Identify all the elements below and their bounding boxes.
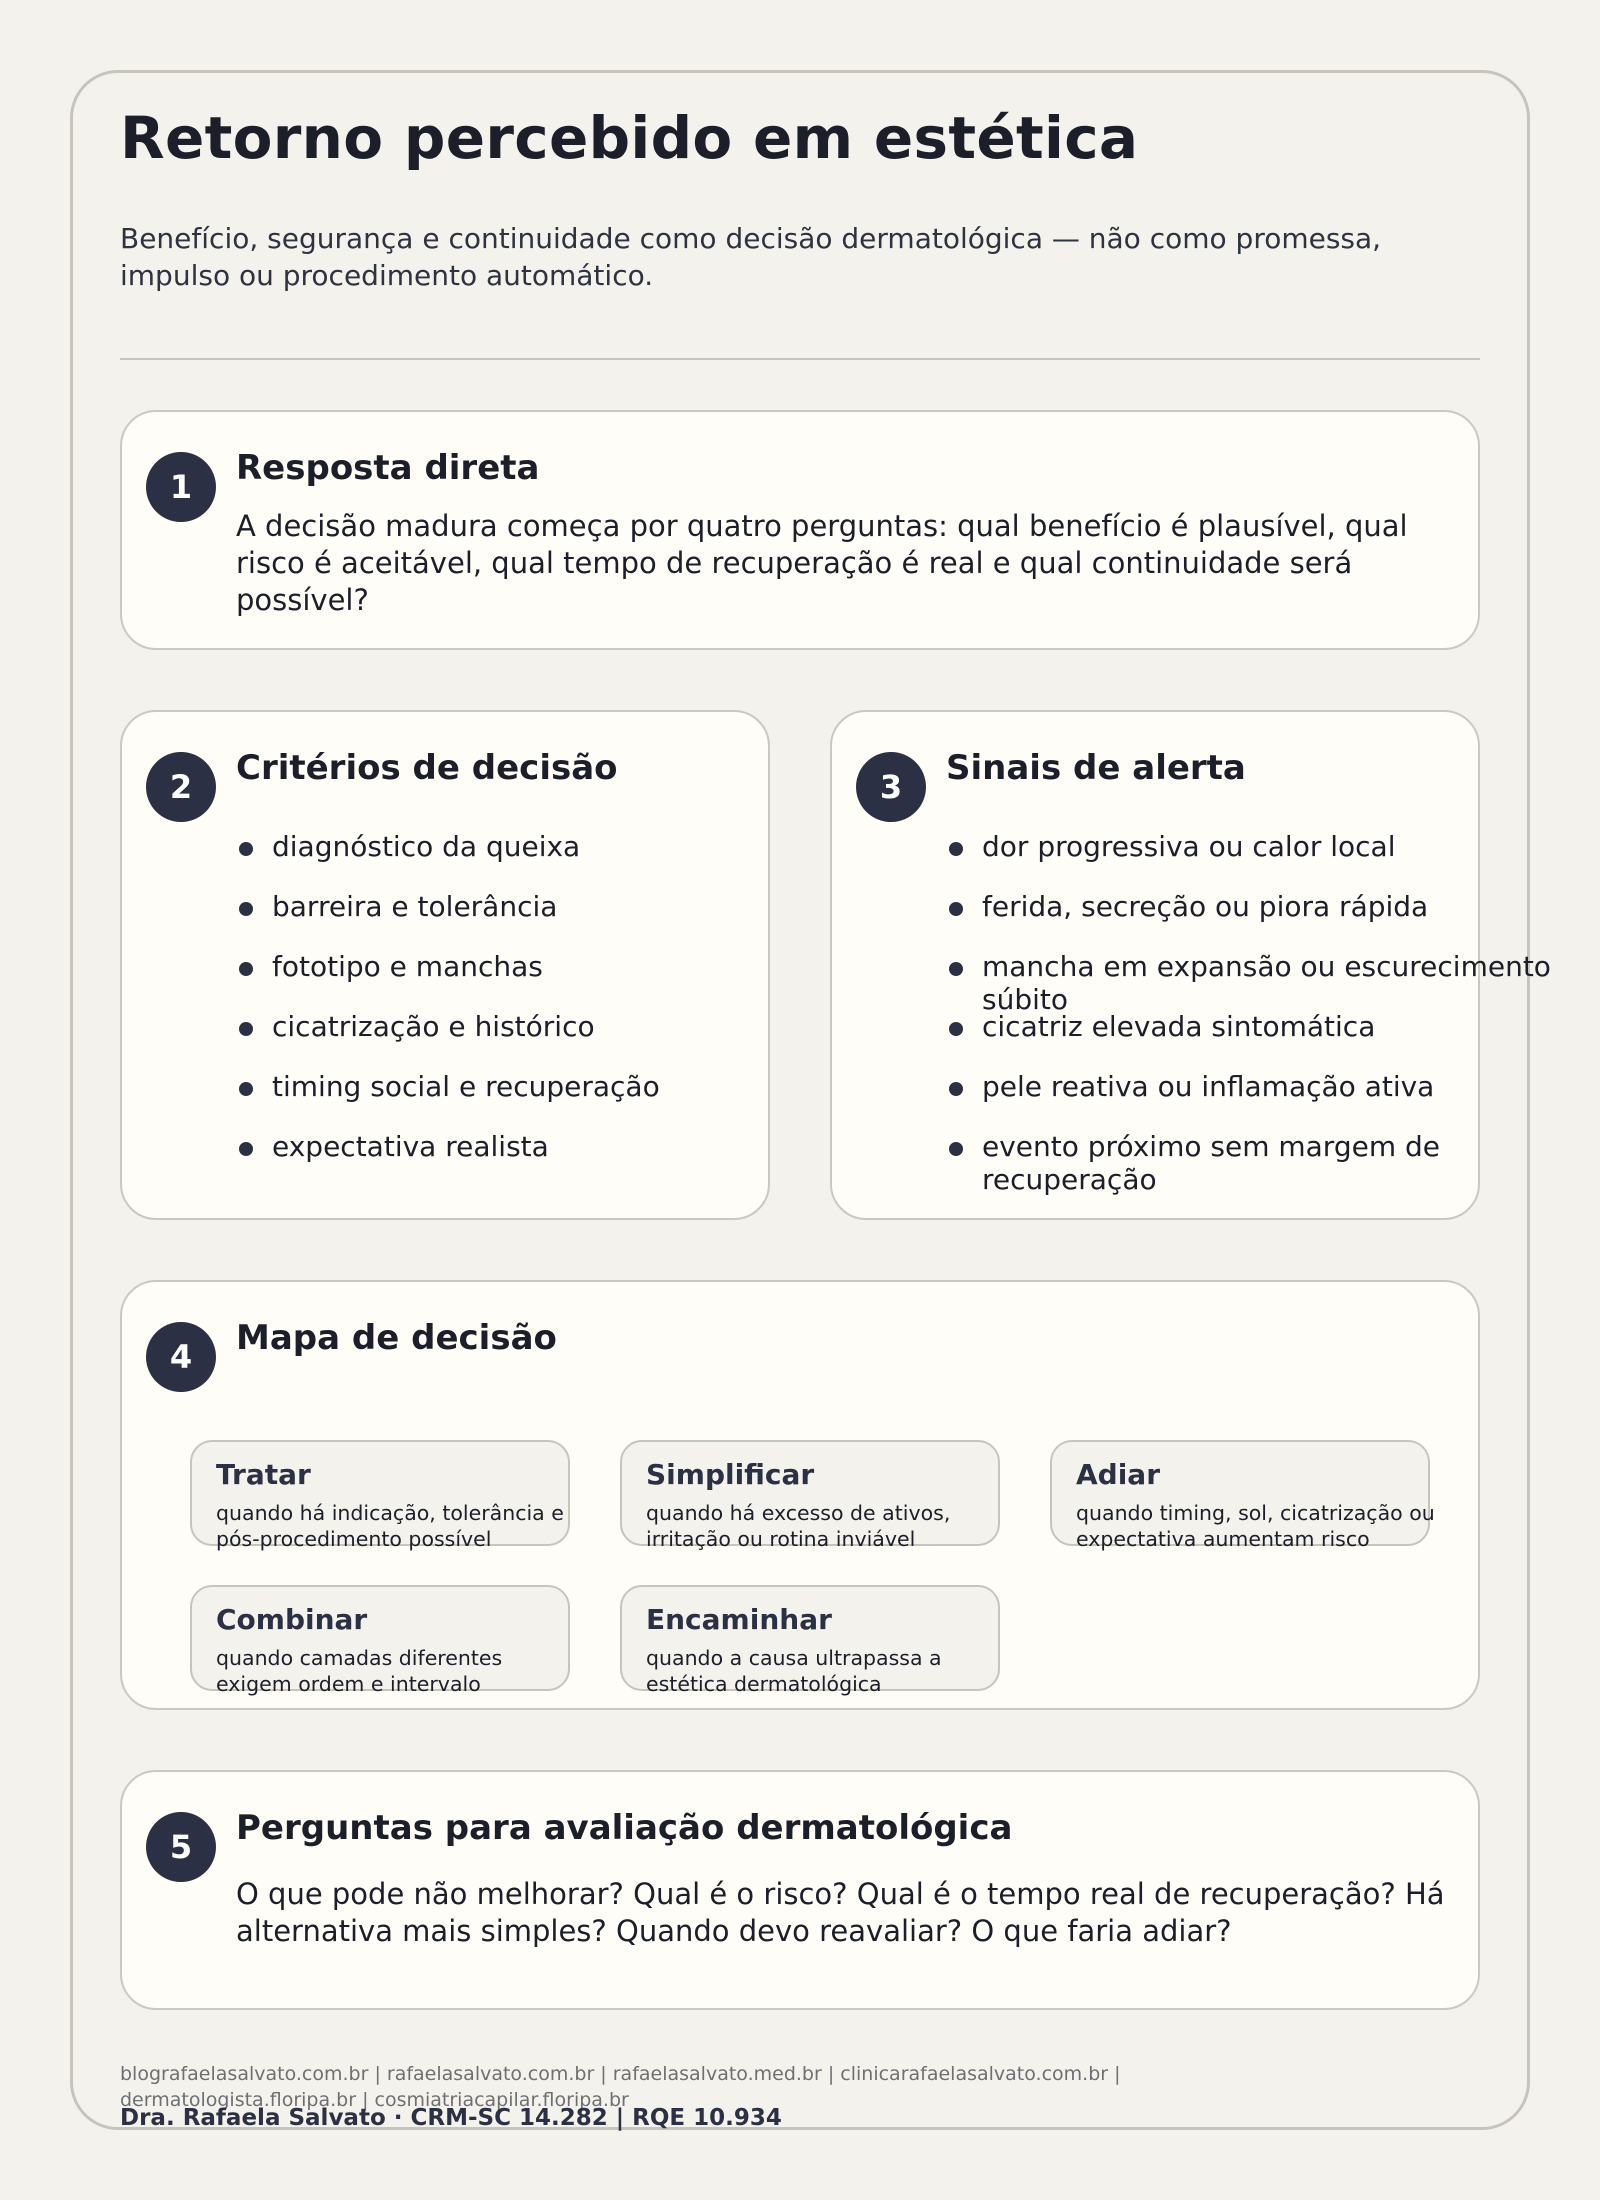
- list-item-text: fototipo e manchas: [272, 950, 543, 983]
- page-subtitle: Benefício, segurança e continuidade como decisão dermatológica — não como promessa, impulso ou procedimento automático.: [120, 222, 1382, 292]
- decision-map-card: [120, 1280, 1480, 1710]
- option-title: Tratar: [216, 1458, 311, 1491]
- list-item: [946, 950, 1562, 1016]
- option-description: quando há indicação, tolerância e pós-procedimento possível: [216, 1501, 564, 1551]
- list-item-text: mancha em expansão ou escurecimento súbito: [982, 950, 1551, 1016]
- list-item-text: expectativa realista: [272, 1130, 549, 1163]
- option-title: Simplificar: [646, 1458, 815, 1491]
- alerts-list: [946, 830, 1562, 1196]
- option-description: quando timing, sol, cicatrização ou expectativa aumentam risco: [1076, 1501, 1435, 1551]
- list-item: [946, 1070, 1562, 1130]
- option-simplify: [620, 1440, 1000, 1551]
- bullet-icon: [239, 842, 253, 856]
- bullet-icon: [239, 902, 253, 916]
- list-item-text: dor progressiva ou calor local: [982, 830, 1396, 863]
- list-item: [236, 830, 660, 890]
- list-item: [236, 950, 660, 1010]
- alerts-card: [830, 710, 1551, 1220]
- card-title: Critérios de decisão: [236, 748, 618, 788]
- section-number-badge: 1: [146, 452, 216, 522]
- card-title: Resposta direta: [236, 448, 540, 488]
- list-item: [236, 890, 660, 950]
- option-combine: [190, 1585, 570, 1696]
- option-refer: [620, 1585, 1000, 1696]
- option-title: Combinar: [216, 1603, 368, 1636]
- list-item-text: timing social e recuperação: [272, 1070, 660, 1103]
- bullet-icon: [949, 1022, 963, 1036]
- bullet-icon: [949, 1082, 963, 1096]
- bullet-icon: [239, 1082, 253, 1096]
- section-number-badge: 4: [146, 1322, 216, 1392]
- card-body: O que pode não melhorar? Qual é o risco? Qual é o tempo real de recuperação? Há alternativa mais simples? Quando devo reavaliar? O que faria adiar?: [236, 1877, 1445, 1948]
- page-title: Retorno percebido em estética: [120, 104, 1139, 172]
- list-item-text: diagnóstico da queixa: [272, 830, 581, 863]
- option-title: Encaminhar: [646, 1603, 832, 1636]
- list-item: [946, 1130, 1562, 1196]
- option-postpone: [1050, 1440, 1435, 1551]
- section-number-badge: 2: [146, 752, 216, 822]
- list-item: [236, 1130, 660, 1190]
- list-item: [946, 890, 1562, 950]
- list-item-text: pele reativa ou inflamação ativa: [982, 1070, 1435, 1103]
- bullet-icon: [239, 1022, 253, 1036]
- section-number-badge: 3: [856, 752, 926, 822]
- option-description: quando camadas diferentes exigem ordem e intervalo: [216, 1646, 503, 1696]
- header-divider: [120, 358, 1480, 360]
- option-treat: [190, 1440, 570, 1551]
- footer-links: blografaelasalvato.com.br | rafaelasalvato.com.br | rafaelasalvato.med.br | clinicarafaelasalvato.com.br | dermatologista.floripa.br | cosmiatriacapilar.floripa.br: [120, 2063, 1121, 2111]
- bullet-icon: [239, 962, 253, 976]
- card-title: Mapa de decisão: [236, 1318, 557, 1358]
- option-title: Adiar: [1076, 1458, 1161, 1491]
- bullet-icon: [949, 842, 963, 856]
- list-item-text: cicatriz elevada sintomática: [982, 1010, 1376, 1043]
- criteria-card: [120, 710, 770, 1220]
- list-item: [946, 1010, 1562, 1070]
- card-title: Perguntas para avaliação dermatológica: [236, 1808, 1013, 1848]
- list-item: [946, 830, 1562, 890]
- list-item-text: barreira e tolerância: [272, 890, 558, 923]
- option-description: quando há excesso de ativos, irritação ou rotina inviável: [646, 1501, 951, 1551]
- list-item-text: ferida, secreção ou piora rápida: [982, 890, 1429, 923]
- card-title: Sinais de alerta: [946, 748, 1246, 788]
- bullet-icon: [949, 1142, 963, 1156]
- section-number-badge: 5: [146, 1812, 216, 1882]
- list-item-text: cicatrização e histórico: [272, 1010, 595, 1043]
- list-item: [236, 1070, 660, 1130]
- bullet-icon: [949, 902, 963, 916]
- option-description: quando a causa ultrapassa a estética dermatológica: [646, 1646, 942, 1696]
- card-body: A decisão madura começa por quatro perguntas: qual benefício é plausível, qual risco é aceitável, qual tempo de recuperação é real e qual continuidade será possível?: [236, 509, 1408, 617]
- questions-card: [120, 1770, 1480, 2010]
- footer-signature: Dra. Rafaela Salvato · CRM-SC 14.282 | RQE 10.934: [120, 2105, 782, 2131]
- direct-answer-card: [120, 410, 1480, 650]
- list-item-text: evento próximo sem margem de recuperação: [982, 1130, 1440, 1196]
- bullet-icon: [949, 962, 963, 976]
- bullet-icon: [239, 1142, 253, 1156]
- list-item: [236, 1010, 660, 1070]
- criteria-list: [236, 830, 660, 1190]
